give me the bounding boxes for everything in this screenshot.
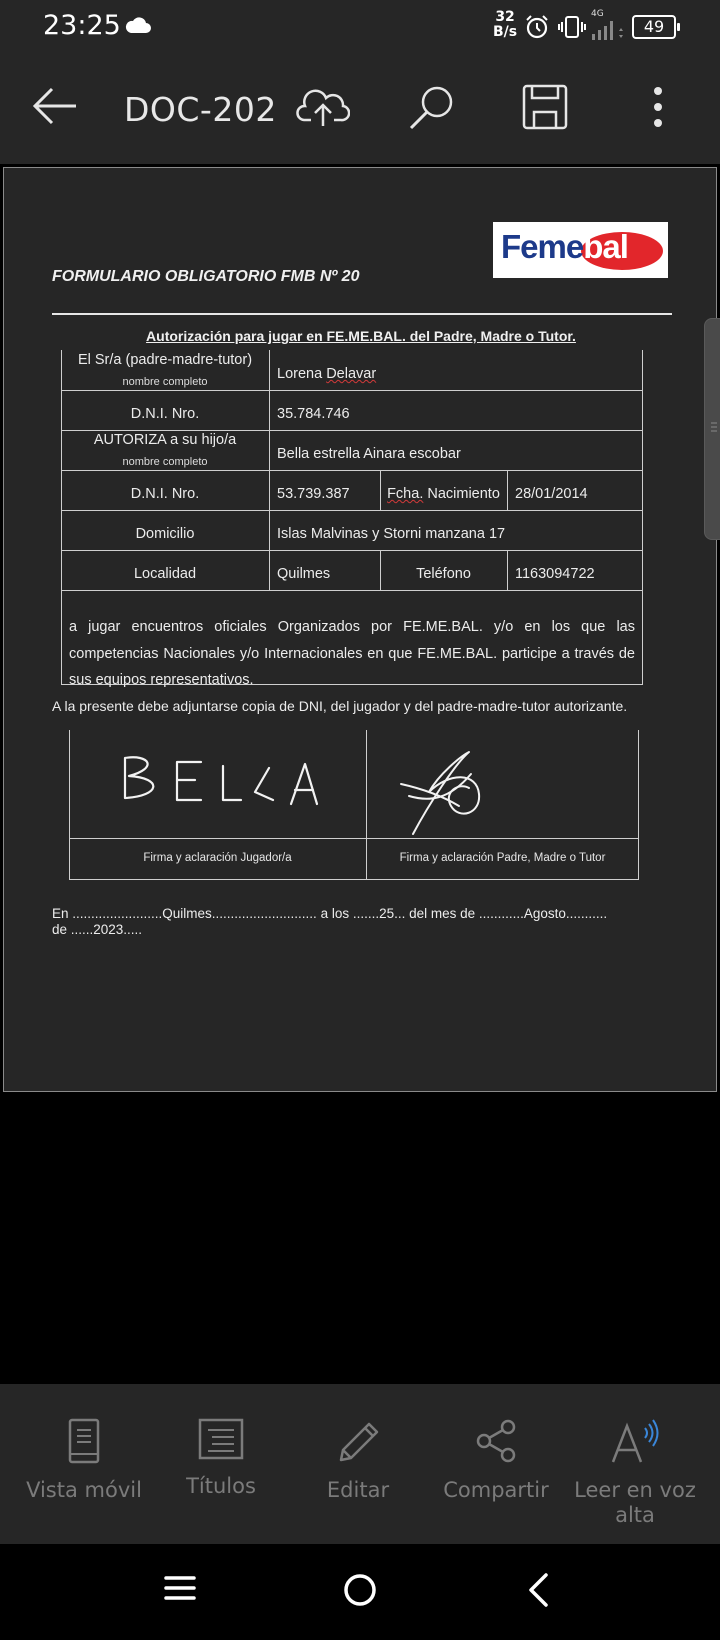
- document-viewport[interactable]: [0, 164, 720, 1384]
- table-row-line: [61, 430, 643, 431]
- document-page: [3, 167, 717, 1092]
- authorization-heading: Autorización para jugar en FE.ME.BAL. del Padre, Madre o Tutor.: [146, 328, 576, 344]
- logo-text: Femebal: [501, 228, 628, 265]
- parent-label: El Sr/a (padre-madre-tutor): [77, 352, 253, 368]
- edit-label: Editar: [326, 1478, 390, 1502]
- share-icon: [474, 1418, 518, 1464]
- document-title: DOC-202: [124, 90, 277, 129]
- status-time: 23:25: [43, 10, 121, 41]
- home-icon[interactable]: [342, 1572, 378, 1608]
- nav-back-icon[interactable]: [526, 1572, 550, 1608]
- search-icon[interactable]: [407, 84, 457, 130]
- child-name-value: Bella estrella Ainara escobar: [277, 446, 461, 462]
- status-bar: [0, 0, 720, 56]
- headings-icon: [198, 1418, 244, 1460]
- save-icon[interactable]: [522, 84, 568, 130]
- signal-type: 4G: [591, 9, 604, 19]
- parent-dni-label: D.N.I. Nro.: [130, 406, 200, 422]
- table-row-line: [61, 590, 643, 591]
- read-aloud-icon: [609, 1418, 661, 1464]
- child-dni-value: 53.739.387: [277, 486, 350, 502]
- address-value: Islas Malvinas y Storni manzana 17: [277, 526, 506, 542]
- vibrate-icon: [557, 14, 587, 40]
- sig-bottom-line: [69, 879, 639, 880]
- system-navigation-bar: [0, 1544, 720, 1640]
- net-speed-value: 32: [495, 9, 515, 25]
- child-label: AUTORIZA a su hijo/a: [93, 432, 237, 448]
- form-title: FORMULARIO OBLIGATORIO FMB Nº 20: [52, 268, 360, 285]
- headings-button[interactable]: [152, 1418, 290, 1499]
- sig-row-line: [69, 838, 639, 839]
- edit-button[interactable]: [289, 1418, 427, 1503]
- pencil-icon: [335, 1418, 381, 1464]
- alarm-icon: [524, 14, 550, 40]
- parent-signature-caption: Firma y aclaración Padre, Madre o Tutor: [399, 852, 606, 864]
- locality-label: Localidad: [133, 566, 197, 582]
- cloud-upload-icon[interactable]: [296, 86, 350, 128]
- table-row-line: [61, 470, 643, 471]
- signature-table: [69, 730, 639, 880]
- parent-signature: [399, 744, 489, 836]
- player-signature: [119, 748, 319, 814]
- read-aloud-label: Leer en voz alta: [574, 1478, 696, 1527]
- battery-indicator: 49: [632, 15, 676, 39]
- share-label: Compartir: [443, 1478, 549, 1502]
- player-signature-caption: Firma y aclaración Jugador/a: [143, 852, 292, 864]
- birth-date-value: 28/01/2014: [515, 486, 588, 502]
- scroll-handle[interactable]: [704, 318, 720, 540]
- table-row-line: [61, 550, 643, 551]
- birth-date-label: Fcha. Nacimiento: [387, 486, 500, 502]
- cloud-icon: [125, 16, 151, 34]
- locality-value: Quilmes: [277, 566, 331, 582]
- mobile-view-button[interactable]: [15, 1418, 153, 1503]
- signal-icon: [590, 18, 626, 42]
- parent-label-cell: [61, 352, 269, 388]
- attachment-note: A la presente debe adjuntarse copia de DNI, del jugador y del padre-madre-tutor autorizante.: [52, 698, 628, 714]
- place-date-line1: En ........................Quilmes............................ a los .......25... del mes de ............Agosto...........: [52, 906, 608, 921]
- parent-sublabel: nombre completo: [122, 376, 208, 388]
- bottom-action-bar: [0, 1384, 720, 1544]
- parent-surname: Delavar: [326, 366, 377, 382]
- table-divider: [507, 470, 508, 510]
- femebal-logo: [493, 222, 668, 278]
- headings-label: Títulos: [186, 1474, 256, 1498]
- app-toolbar: [0, 56, 720, 164]
- network-speed: [493, 10, 517, 40]
- child-label-cell: [61, 432, 269, 468]
- read-aloud-button[interactable]: [566, 1418, 704, 1528]
- more-options-icon[interactable]: [650, 86, 666, 128]
- place-date-line2: de ......2023.....: [52, 922, 143, 937]
- net-speed-unit: B/s: [493, 24, 518, 40]
- authorization-paragraph: a jugar encuentros oficiales Organizados por FE.ME.BAL. y/o en los que las competencias Nacionales y/o Internacionales en que FE.ME.BAL. participe a través de sus equipos representativos.: [69, 619, 635, 688]
- child-sublabel: nombre completo: [122, 456, 208, 468]
- phone-label: Teléfono: [416, 566, 471, 582]
- title-divider: [52, 313, 672, 315]
- share-button[interactable]: [427, 1418, 565, 1503]
- table-row-line: [61, 390, 643, 391]
- back-arrow-icon[interactable]: [30, 84, 80, 128]
- parent-dni-value: 35.784.746: [277, 406, 350, 422]
- grip-icon: [711, 421, 717, 433]
- table-border-left: [61, 350, 62, 684]
- table-row-line: [61, 510, 643, 511]
- table-divider: [507, 550, 508, 590]
- phone-value: 1163094722: [515, 566, 595, 582]
- table-border-right: [642, 350, 643, 684]
- menu-icon[interactable]: [164, 1572, 196, 1604]
- child-dni-label: D.N.I. Nro.: [130, 486, 200, 502]
- parent-name-cell: Lorena Delavar: [277, 366, 377, 382]
- address-label: Domicilio: [135, 526, 195, 542]
- mobile-view-label: Vista móvil: [26, 1478, 142, 1502]
- place-date-line: [52, 906, 672, 938]
- mobile-view-icon: [68, 1418, 100, 1464]
